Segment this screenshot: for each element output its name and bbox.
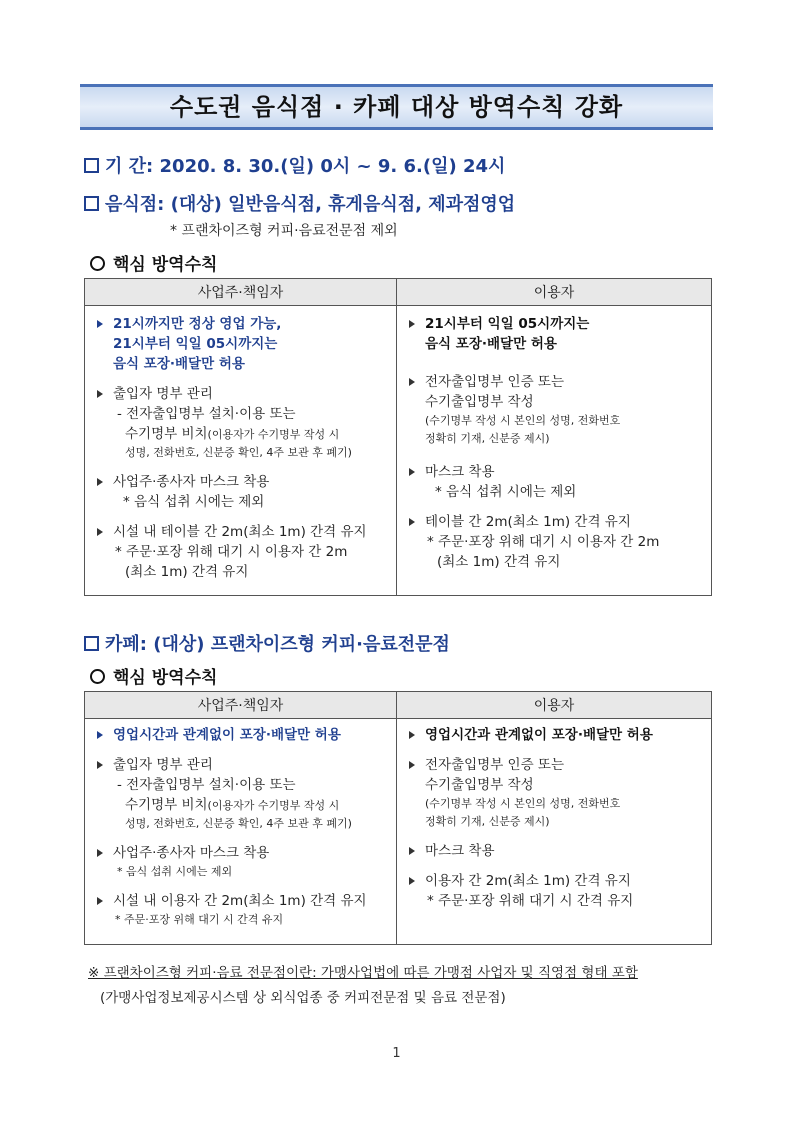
restaurant-exclusion-note: * 프랜차이즈형 커피·음료전문점 제외 bbox=[170, 223, 398, 239]
item-line: 마스크 착용 bbox=[425, 464, 495, 480]
square-bullet-icon bbox=[84, 158, 99, 173]
item-line: 시설 내 테이블 간 2m(최소 1m) 간격 유지 bbox=[113, 524, 367, 540]
square-bullet-icon bbox=[84, 196, 99, 211]
triangle-bullet-icon bbox=[97, 761, 103, 769]
list-item bbox=[403, 462, 705, 502]
cafe-header bbox=[84, 630, 450, 656]
item-subline: 수기명부 비치 bbox=[125, 426, 208, 442]
list-item bbox=[403, 372, 705, 448]
cafe-header-text: 카페: (대상) 프랜차이즈형 커피·음료전문점 bbox=[105, 634, 450, 655]
item-small-note: (수기명부 작성 시 본인의 성명, 전화번호 bbox=[425, 414, 621, 427]
item-line: 이용자 간 2m(최소 1m) 간격 유지 bbox=[425, 873, 631, 889]
triangle-bullet-icon bbox=[97, 390, 103, 398]
item-line: 음식 포장·배달만 허용 bbox=[113, 356, 245, 372]
triangle-bullet-icon bbox=[97, 528, 103, 536]
cafe-user-cell bbox=[397, 719, 712, 945]
restaurant-user-cell bbox=[397, 306, 712, 596]
item-small-note: (이용자가 수기명부 작성 시 bbox=[207, 799, 340, 812]
item-line: 출입자 명부 관리 bbox=[113, 386, 213, 402]
period-header bbox=[84, 152, 505, 178]
item-line: 수기출입명부 작성 bbox=[425, 777, 534, 793]
document-title-banner bbox=[80, 84, 713, 130]
item-small-note: 성명, 전화번호, 신분증 확인, 4주 보관 후 폐기) bbox=[125, 817, 352, 830]
list-item bbox=[403, 512, 705, 572]
triangle-bullet-icon bbox=[409, 378, 415, 386]
list-item bbox=[91, 843, 390, 881]
cafe-subheader-text: 핵심 방역수칙 bbox=[113, 668, 218, 688]
item-star-note: * 주문·포장 위해 대기 시 이용자 간 2m bbox=[427, 534, 660, 550]
item-line: 21시부터 익일 05시까지는 bbox=[425, 316, 590, 332]
restaurant-subheader-text: 핵심 방역수칙 bbox=[113, 255, 218, 275]
list-item bbox=[91, 522, 390, 582]
item-line: 수기출입명부 작성 bbox=[425, 394, 534, 410]
restaurant-owner-cell bbox=[85, 306, 397, 596]
triangle-bullet-icon bbox=[409, 847, 415, 855]
list-item bbox=[403, 755, 705, 831]
item-star-note: * 음식 섭취 시에는 제외 bbox=[123, 494, 265, 510]
list-item bbox=[91, 725, 390, 745]
document-title: 수도권 음식점 · 카페 대상 방역수칙 강화 bbox=[169, 93, 624, 121]
list-item bbox=[91, 314, 390, 374]
page-number: 1 bbox=[392, 1046, 401, 1061]
item-small-note: 정확히 기재, 신분증 제시) bbox=[425, 815, 550, 828]
list-item bbox=[403, 314, 705, 354]
item-small-note: (이용자가 수기명부 작성 시 bbox=[207, 428, 340, 441]
cafe-rules-table bbox=[84, 691, 712, 945]
restaurant-subheader bbox=[90, 250, 217, 275]
restaurant-header bbox=[84, 190, 515, 216]
cafe-subheader bbox=[90, 663, 217, 688]
triangle-bullet-icon bbox=[409, 761, 415, 769]
item-line: 전자출입명부 인증 또는 bbox=[425, 374, 564, 390]
restaurant-header-text: 음식점: (대상) 일반음식점, 휴게음식점, 제과점영업 bbox=[105, 194, 516, 215]
triangle-bullet-icon bbox=[97, 731, 103, 739]
period-label: 기 간: bbox=[105, 156, 154, 177]
item-subline: - 전자출입명부 설치·이용 또는 bbox=[117, 406, 296, 422]
triangle-bullet-icon bbox=[409, 877, 415, 885]
list-item bbox=[91, 891, 390, 929]
list-item bbox=[91, 384, 390, 462]
item-line: 테이블 간 2m(최소 1m) 간격 유지 bbox=[425, 514, 631, 530]
cafe-owner-cell bbox=[85, 719, 397, 945]
item-line: 음식 포장·배달만 허용 bbox=[425, 336, 557, 352]
item-star-note: * 주문·포장 위해 대기 시 간격 유지 bbox=[427, 893, 634, 909]
item-line: 출입자 명부 관리 bbox=[113, 757, 213, 773]
item-small-note: 정확히 기재, 신분증 제시) bbox=[425, 432, 550, 445]
restaurant-rules-table bbox=[84, 278, 712, 596]
restaurant-col-user: 이용자 bbox=[397, 279, 712, 306]
triangle-bullet-icon bbox=[409, 731, 415, 739]
item-line: 21시부터 익일 05시까지는 bbox=[113, 336, 278, 352]
item-line: 사업주·종사자 마스크 착용 bbox=[113, 845, 270, 861]
item-star-note: * 주문·포장 위해 대기 시 간격 유지 bbox=[115, 913, 284, 926]
triangle-bullet-icon bbox=[409, 468, 415, 476]
cafe-col-owner: 사업주·책임자 bbox=[85, 692, 397, 719]
triangle-bullet-icon bbox=[97, 897, 103, 905]
triangle-bullet-icon bbox=[97, 849, 103, 857]
item-star-note: (최소 1m) 간격 유지 bbox=[437, 554, 561, 570]
item-subline: 수기명부 비치 bbox=[125, 797, 208, 813]
item-line: 21시까지만 정상 영업 가능, bbox=[113, 316, 282, 332]
item-line: 사업주·종사자 마스크 착용 bbox=[113, 474, 270, 490]
triangle-bullet-icon bbox=[97, 320, 103, 328]
triangle-bullet-icon bbox=[97, 478, 103, 486]
square-bullet-icon bbox=[84, 636, 99, 651]
item-small-note: 성명, 전화번호, 신분증 확인, 4주 보관 후 폐기) bbox=[125, 446, 352, 459]
restaurant-col-owner: 사업주·책임자 bbox=[85, 279, 397, 306]
list-item bbox=[91, 755, 390, 833]
triangle-bullet-icon bbox=[409, 518, 415, 526]
item-line: 시설 내 이용자 간 2m(최소 1m) 간격 유지 bbox=[113, 893, 367, 909]
item-small-note: (수기명부 작성 시 본인의 성명, 전화번호 bbox=[425, 797, 621, 810]
footnote-definition: ※ 프랜차이즈형 커피·음료 전문점이란: 가맹사업법에 따른 가맹점 사업자 및 직영점 형태 포함 bbox=[88, 965, 638, 981]
item-star-note: (최소 1m) 간격 유지 bbox=[125, 564, 249, 580]
item-line: 전자출입명부 인증 또는 bbox=[425, 757, 564, 773]
list-item bbox=[403, 725, 705, 745]
cafe-col-user: 이용자 bbox=[397, 692, 712, 719]
list-item bbox=[403, 871, 705, 911]
item-line: 영업시간과 관계없이 포장·배달만 허용 bbox=[425, 727, 653, 743]
footnote-source: (가맹사업정보제공시스템 상 외식업종 중 커피전문점 및 음료 전문점) bbox=[100, 990, 506, 1006]
circle-bullet-icon bbox=[90, 256, 105, 271]
item-star-note: * 음식 섭취 시에는 제외 bbox=[435, 484, 577, 500]
item-subline: - 전자출입명부 설치·이용 또는 bbox=[117, 777, 296, 793]
item-star-note: * 주문·포장 위해 대기 시 이용자 간 2m bbox=[115, 544, 348, 560]
list-item bbox=[91, 472, 390, 512]
circle-bullet-icon bbox=[90, 669, 105, 684]
triangle-bullet-icon bbox=[409, 320, 415, 328]
list-item bbox=[403, 841, 705, 861]
item-star-note: * 음식 섭취 시에는 제외 bbox=[117, 865, 233, 878]
period-value: 2020. 8. 30.(일) 0시 ~ 9. 6.(일) 24시 bbox=[159, 156, 506, 177]
item-line: 마스크 착용 bbox=[425, 843, 495, 859]
item-line: 영업시간과 관계없이 포장·배달만 허용 bbox=[113, 727, 341, 743]
